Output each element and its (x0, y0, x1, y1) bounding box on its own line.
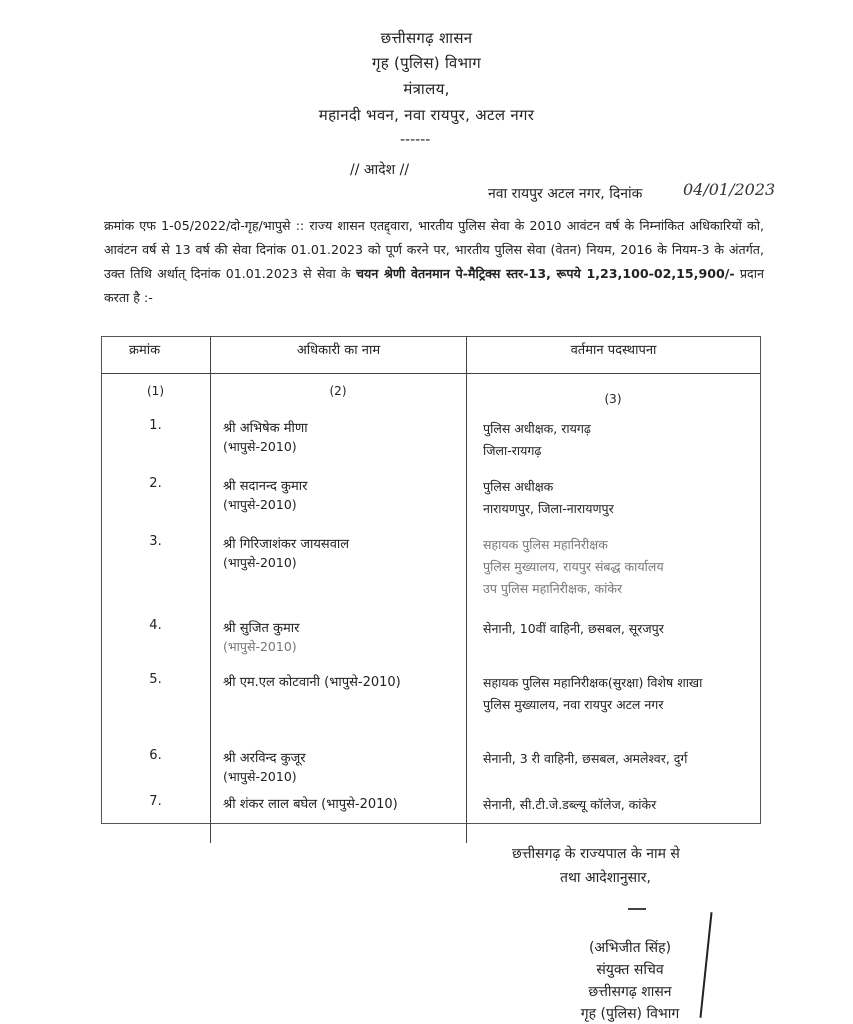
row-posting (467, 617, 761, 671)
posting-line: पुलिस मुख्यालय, रायपुर संबद्ध कार्यालय (483, 559, 664, 574)
col-header-name: अधिकारी का नाम (211, 336, 467, 374)
order-place: नवा रायपुर अटल नगर, दिनांक (488, 186, 643, 202)
col-number-2: (2) (211, 374, 467, 418)
posting-line: सेनानी, 3 री वाहिनी, छसबल, अमलेश्वर, दुर्ग (483, 751, 688, 766)
table-row (101, 475, 760, 533)
column-number-row (101, 374, 760, 418)
posting-line: सहायक पुलिस महानिरीक्षक(सुरक्षा) विशेष शाखा (483, 675, 703, 690)
officer-name: श्री एम.एल कोटवानी (भापुसे-2010) (223, 675, 401, 690)
row-officer (211, 533, 467, 617)
officer-name: श्री अभिषेक मीणा (223, 421, 308, 436)
row-sno: 1. (101, 417, 211, 475)
signatory-dept: गृह (पुलिस) विभाग (580, 1006, 680, 1022)
row-sno: 4. (101, 617, 211, 671)
signature-order-line: तथा आदेशानुसार, (560, 870, 651, 886)
row-posting (467, 475, 761, 533)
row-sno: 3. (101, 533, 211, 617)
officers-table (101, 336, 760, 843)
table-row (101, 671, 760, 747)
officer-name: श्री सुजित कुमार (223, 621, 300, 636)
row-sno: 5. (101, 671, 211, 747)
row-posting (467, 671, 761, 747)
officer-batch: (भापुसे-2010) (223, 555, 297, 570)
row-posting (467, 793, 761, 843)
posting-line: सेनानी, 10वीं वाहिनी, छसबल, सूरजपुर (483, 621, 664, 636)
row-officer (211, 617, 467, 671)
officer-name: श्री अरविन्द कुजूर (223, 751, 306, 766)
header-line-govt: छत्तीसगढ़ शासन (380, 29, 473, 47)
col-number-3: (3) (604, 392, 622, 406)
row-posting (467, 533, 761, 617)
row-officer (211, 671, 467, 747)
posting-line: नारायणपुर, जिला-नारायणपुर (483, 501, 614, 516)
header-line-address: महानदी भवन, नवा रायपुर, अटल नगर (318, 106, 535, 124)
header-line-ministry: मंत्रालय, (403, 80, 450, 98)
header-line-dept: गृह (पुलिस) विभाग (371, 54, 482, 72)
posting-line: जिला-रायगढ़ (483, 443, 542, 458)
posting-line: पुलिस अधीक्षक (483, 479, 554, 494)
signature-authority-line: छत्तीसगढ़ के राज्यपाल के नाम से (512, 846, 680, 862)
posting-line: सहायक पुलिस महानिरीक्षक (483, 537, 608, 552)
signatory-govt: छत्तीसगढ़ शासन (588, 984, 672, 1000)
signatory-designation: संयुक्त सचिव (596, 962, 664, 978)
order-paragraph-end: प्रदान करता है :- (104, 266, 764, 305)
row-sno: 6. (101, 747, 211, 793)
officer-batch: (भापुसे-2010) (223, 769, 297, 784)
table-border-right (760, 336, 761, 824)
officer-name: श्री सदानन्द कुमार (223, 479, 308, 494)
signature-mark (628, 908, 646, 910)
table-row (101, 747, 760, 793)
col-number-1: (1) (101, 374, 211, 418)
row-officer (211, 475, 467, 533)
signature-stroke (699, 912, 712, 1018)
row-officer (211, 747, 467, 793)
col-header-sno: क्रमांक (101, 336, 211, 374)
officer-name: श्री गिरिजाशंकर जायसवाल (223, 537, 350, 552)
row-sno: 2. (101, 475, 211, 533)
row-posting (467, 417, 761, 475)
table-row (101, 617, 760, 671)
table-row (101, 417, 760, 475)
order-paragraph (104, 214, 764, 310)
col-header-posting: वर्तमान पदस्थापना (467, 336, 761, 374)
officer-batch: (भापुसे-2010) (223, 497, 297, 512)
posting-line: पुलिस मुख्यालय, नवा रायपुर अटल नगर (483, 697, 664, 712)
row-officer (211, 417, 467, 475)
row-posting (467, 747, 761, 793)
table-row (101, 533, 760, 617)
officer-batch: (भापुसे-2010) (223, 439, 297, 454)
officer-name: श्री शंकर लाल बघेल (भापुसे-2010) (223, 797, 398, 812)
order-date: 04/01/2023 (683, 180, 776, 199)
order-title: // आदेश // (350, 162, 410, 178)
posting-line: पुलिस अधीक्षक, रायगढ़ (483, 421, 591, 436)
order-paragraph-text: क्रमांक एफ 1-05/2022/दो-गृह/भापुसे :: राज्य शासन एतद्द्वारा, भारतीय पुलिस सेवा के 2010 आवंटन वर्ष के निम्नांकित अधिकारियों को, आवंटन वर्ष से 13 वर्ष की सेवा दिनांक 01.01.2023 को पूर्ण करने पर, भारतीय पुलिस सेवा (वेतन) नियम, 2016 के नियम-3 के अंतर्गत, उक्त तिथि अर्थात् दिनांक 01.01.2023 से सेवा के (104, 218, 764, 281)
officer-batch: (भापुसे-2010) (223, 639, 297, 654)
posting-line: उप पुलिस महानिरीक्षक, कांकेर (483, 581, 623, 596)
signatory-name: (अभिजीत सिंह) (588, 940, 672, 956)
table-header-row (101, 336, 760, 374)
row-sno: 7. (101, 793, 211, 843)
posting-line: सेनानी, सी.टी.जे.डब्ल्यू कॉलेज, कांकेर (483, 797, 657, 812)
order-pay-scale: चयन श्रेणी वेतनमान पे-मैट्रिक्स स्तर-13, रूपये 1,23,100-02,15,900/- (356, 266, 735, 281)
table-row (101, 793, 760, 843)
row-officer (211, 793, 467, 843)
header-divider: ------ (400, 132, 431, 148)
